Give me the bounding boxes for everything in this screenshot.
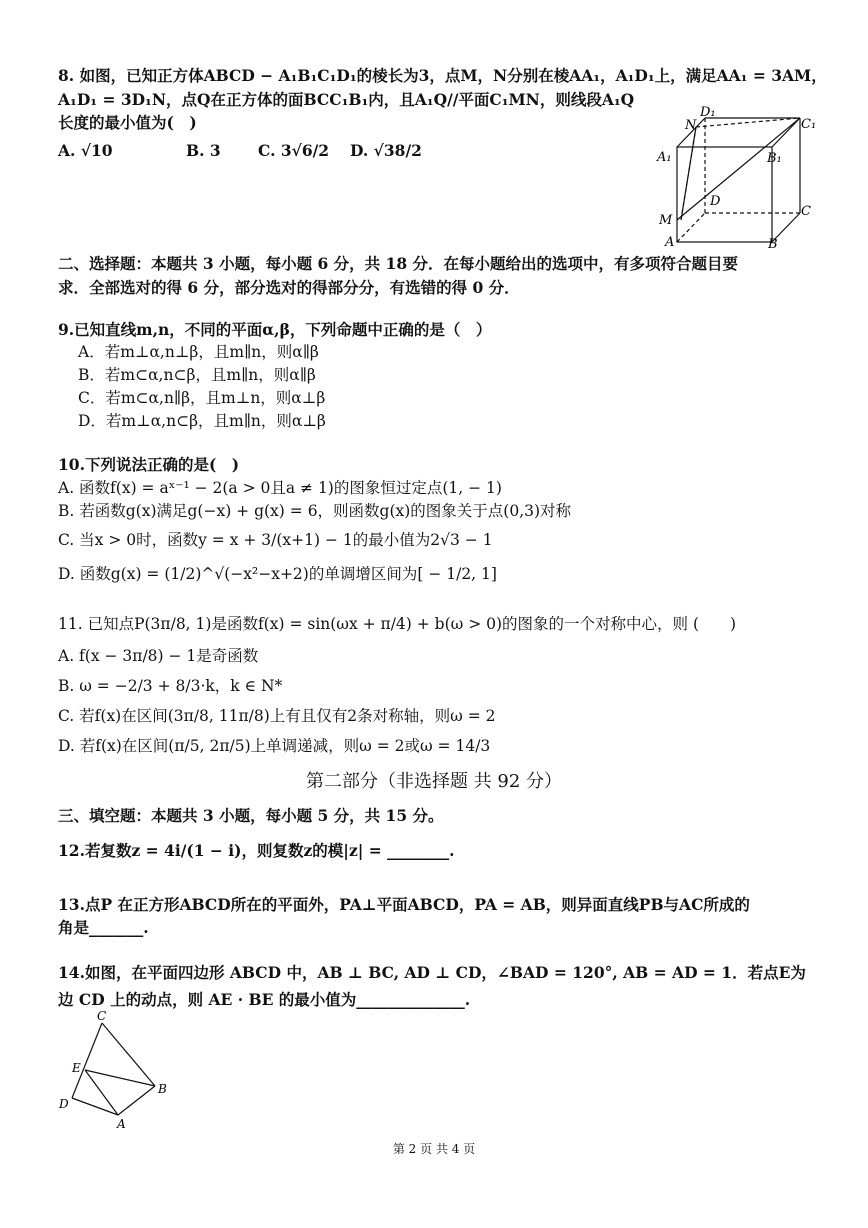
q9-option-a: A．若m⊥α,n⊥β，且m∥n，则α∥β <box>78 343 319 361</box>
section3-header: 三、填空题：本题共 3 小题，每小题 5 分，共 15 分。 <box>58 806 444 825</box>
q12: 12.若复数z = 4i/(1 − i)，则复数z的模|z| = ________. <box>58 841 455 860</box>
label-d: D <box>710 194 721 209</box>
quadrilateral-figure <box>55 1008 180 1133</box>
q11-option-a: A. f(x − 3π/8) − 1是奇函数 <box>58 647 259 665</box>
q11-option-b: B. ω = −2/3 + 8/3·k，k ∈ N* <box>58 677 283 695</box>
cube-figure <box>655 100 825 250</box>
label-c: C <box>801 204 811 219</box>
label-c1: C₁ <box>801 117 817 132</box>
label-b: B <box>768 237 778 250</box>
label-n: N <box>685 118 697 133</box>
part2-title: 第二部分（非选择题 共 92 分） <box>305 771 563 792</box>
label-d: D <box>59 1097 69 1111</box>
q13-line2: 角是_______. <box>58 918 149 937</box>
label-e: E <box>72 1061 81 1075</box>
q9-stem: 9.已知直线m,n，不同的平面α,β，下列命题中正确的是（ ） <box>58 320 492 339</box>
cube-front-face <box>677 147 772 242</box>
q10-option-a: A. 函数f(x) = aˣ⁻¹ − 2(a > 0且a ≠ 1)的图象恒过定点(1, − 1) <box>58 479 502 497</box>
q8-option-a: A. √10 <box>58 141 113 160</box>
q8-option-b: B. 3 <box>186 141 221 160</box>
q10-option-d: D. 函数g(x) = (1/2)^√(−x²−x+2)的单调增区间为[ − 1/2, 1] <box>58 565 497 583</box>
q8-line1: 8. 如图，已知正方体ABCD − A₁B₁C₁D₁的棱长为3，点M，N分别在棱AA₁，A₁D₁上，满足AA₁ = 3AM， <box>58 66 827 85</box>
q11-option-d: D. 若f(x)在区间(π/5, 2π/5)上单调递减，则ω = 2或ω = 14/3 <box>58 737 491 755</box>
label-a1: A₁ <box>657 150 672 165</box>
label-b: B <box>158 1082 167 1096</box>
q8-line3: 长度的最小值为( ) <box>58 113 197 132</box>
section2-line1: 二、选择题：本题共 3 小题，每小题 6 分，共 18 分．在每小题给出的选项中，有多项符合题目要 <box>58 254 739 273</box>
q10-option-c: C. 当x > 0时，函数y = x + 3/(x+1) − 1的最小值为2√3 − 1 <box>58 531 493 549</box>
label-b1: B₁ <box>767 151 782 166</box>
label-d1: D₁ <box>700 105 716 120</box>
q9-option-b: B．若m⊂α,n⊂β，且m∥n，则α∥β <box>78 366 316 384</box>
q9-option-d: D．若m⊥α,n⊂β，且m∥n，则α⊥β <box>78 412 326 430</box>
label-c: C <box>97 1009 107 1023</box>
q11-stem: 11. 已知点P(3π/8, 1)是函数f(x) = sin(ωx + π/4) + b(ω > 0)的图象的一个对称中心，则 ( ) <box>58 615 737 633</box>
q8-option-d: D. √38/2 <box>350 141 422 160</box>
q13-line1: 13.点P 在正方形ABCD所在的平面外，PA⊥平面ABCD，PA = AB，则异面直线PB与AC所成的 <box>58 895 750 914</box>
q11-option-c: C. 若f(x)在区间(3π/8, 11π/8)上有且仅有2条对称轴，则ω = 2 <box>58 707 496 725</box>
label-a: A <box>665 235 675 250</box>
q10-stem: 10.下列说法正确的是( ) <box>58 455 240 474</box>
label-a: A <box>117 1117 126 1131</box>
q14-line2: 边 CD 上的动点，则 AE · BE 的最小值为______________. <box>58 990 471 1009</box>
q9-option-c: C．若m⊂α,n∥β，且m⊥n，则α⊥β <box>78 389 326 407</box>
q10-option-b: B. 若函数g(x)满足g(−x) + g(x) = 6，则函数g(x)的图象关于点(0,3)对称 <box>58 502 572 520</box>
page-footer: 第 2 页 共 4 页 <box>392 1142 476 1156</box>
q14-line1: 14.如图，在平面四边形 ABCD 中，AB ⊥ BC, AD ⊥ CD，∠BAD = 120°, AB = AD = 1．若点E为 <box>58 963 806 982</box>
q8-line2: A₁D₁ = 3D₁N，点Q在正方体的面BCC₁B₁内，且A₁Q//平面C₁MN，则线段A₁Q <box>58 90 635 109</box>
q8-option-c: C. 3√6/2 <box>258 141 330 160</box>
label-m: M <box>659 213 673 228</box>
section2-line2: 求．全部选对的得 6 分，部分选对的得部分分，有选错的得 0 分． <box>58 278 520 297</box>
